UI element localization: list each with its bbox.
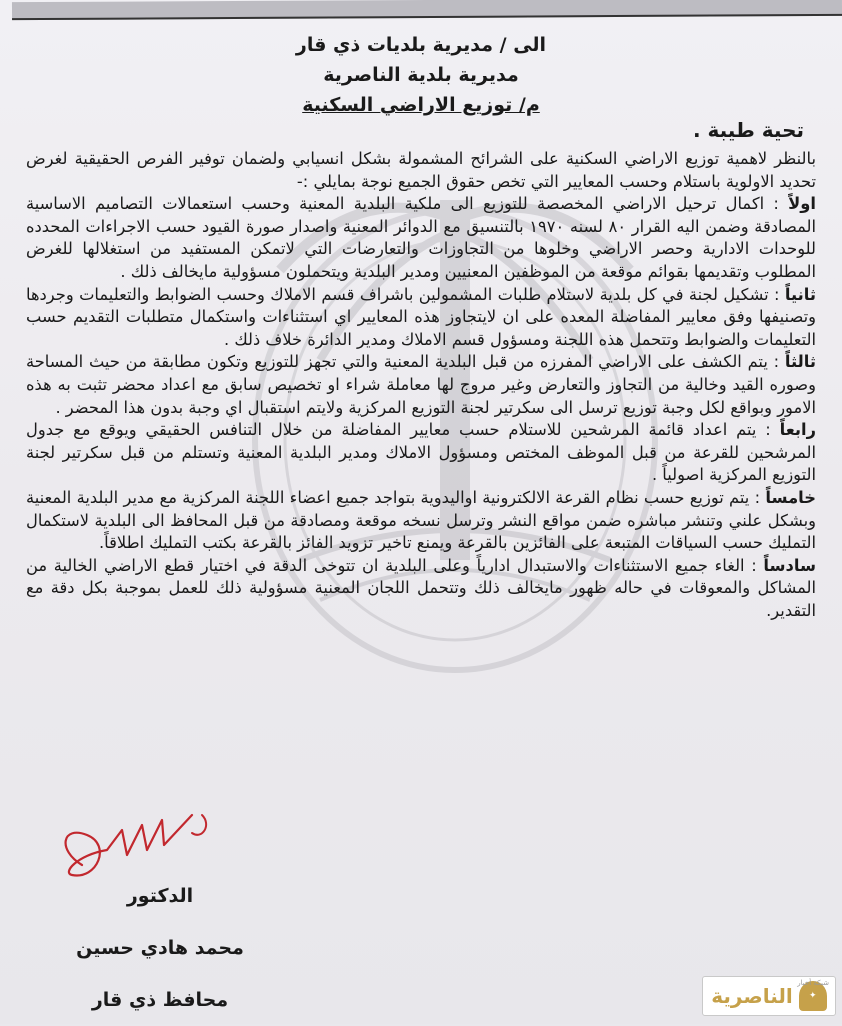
letter-body: [26, 148, 816, 622]
item-text: : تشكيل لجنة في كل بلدية لاستلام طلبات المشمولين باشراف قسم الاملاك وحسب الضوابط والتعليمات وجردها وتصنيفها وفق معايير المفاضلة المعده على ان لايتجاوز هذه المعايير اي استثناءات واستكمال متطلبات التقديم حسب التعليمات والضوابط وتتحمل هذه اللجنة ومسؤول قسم الاملاك ومدير الدائرة خلاف ذلك .: [26, 284, 816, 349]
department-line: مديرية بلدية الناصرية: [323, 64, 519, 86]
list-item: [26, 284, 816, 352]
paper-top-edge: [12, 0, 842, 20]
signer-position: محافظ ذي قار: [91, 989, 229, 1011]
subject-line: م/ توزيع الاراضي السكنية: [302, 94, 540, 116]
item-text: : يتم الكشف على الاراضي المفرزه من قبل البلدية المعنية والتي تجهز للتوزيع وتكون مطابقة من حيث المساحة وصوره القيد وخالية من التجاوز والتعارض وغير مروج لها معاملة شراء او تخصيص سابق مع اعداد محضر تثبت به هذه الامور وبواقع لكل وجبة توزيع ترسل الى سكرتير لجنة التوزيع المركزية ولايتم استقبال اي وجبة بدون هذا المحضر .: [26, 352, 816, 417]
signer-title: الدكتور: [126, 885, 194, 907]
item-label: ثانياً: [784, 284, 816, 304]
list-item: [26, 487, 816, 555]
item-label: رابعاً: [779, 420, 816, 440]
logo-text: الناصرية: [711, 984, 793, 1008]
list-item: [26, 555, 816, 623]
news-logo: [702, 976, 836, 1016]
intro-paragraph: بالنظر لاهمية توزيع الاراضي السكنية على الشرائح المشمولة بشكل انسيابي ولضمان توفير الفرص الحقيقية لغرض تحديد الاولوية باستلام وحسب المعايير التي تخص حقوق الجميع نوجة بمايلي :-: [26, 149, 816, 191]
signer-block: [60, 870, 260, 1026]
recipient-line: الى / مديرية بلديات ذي قار: [295, 34, 547, 56]
list-item: [26, 193, 816, 283]
list-item: [26, 419, 816, 487]
greeting: تحية طيبة .: [692, 118, 804, 142]
item-label: خامساً: [765, 487, 816, 507]
item-text: : يتم توزيع حسب نظام القرعة الالكترونية اواليدوية بتواجد جميع اعضاء اللجنة المركزية مع مدير البلدية المعنية وبشكل علني وتنشر مباشره ضمن مواقع النشر وترسل نسخه موقعة ومصادقة من قبل المحافظ الى البلدية لاستكمال التمليك حسب السياقات المتبعة على الفائزين بالقرعة ويمنع تاخير تزويد الفائز بالقرعة بكتب التمليك اطلاقاً.: [26, 487, 816, 553]
item-label: اولاً: [788, 194, 816, 214]
letter-header: [0, 30, 842, 120]
item-text: : الغاء جميع الاستثناءات والاستبدال ادارياً وعلى البلدية ان تتوخى الدقة في اختيار قطع الاراضي الخالية من المشاكل والمعوقات في حاله ظهور مايخالف ذلك وتتحمل اللجان المعنية مسؤولية ذلك للعمل بموجبة بكل دقة مع التقدير.: [26, 555, 816, 620]
item-label: ثالثاً: [784, 352, 817, 372]
item-label: سادساً: [763, 555, 816, 575]
palm-logo-icon: ✦: [799, 981, 827, 1011]
item-text: : يتم اعداد قائمة المرشحين للاستلام حسب معايير المفاضلة من خلال التنافس الحقيقي ويوقع مع جدول المرشحين للقرعة من قبل الموظف المختص ومسؤول الاملاك ومدير البلدية المعنية وتستلم من قبل سكرتير لجنة التوزيع المركزية اصولياً .: [26, 420, 816, 485]
list-item: [26, 351, 816, 419]
logo-subtext: شبكة أخبار: [797, 979, 829, 987]
item-text: : اكمال ترحيل الاراضي المخصصة للتوزيع الى ملكية البلدية المعنية وحسب استعمالات التصاميم الاساسية المصادقة وضمن اليه القرار ٨٠ لسنه ١٩٧٠ بالتنسيق مع الدوائر المعنية واصدار صورة القيود حسب الاجراءات المحدده للوحدات الادارية وحصر الاراضي وخلوها من التجاوزات والتعارضات التي لاتمكن المستفيد من استغلالها للغرض المطلوب وتقديمها بقوائم موقعة من الموظفين المعنيين ومدير البلدية ويتحملون مسؤولية مايخالف ذلك .: [26, 194, 817, 281]
signer-name: محمد هادي حسين: [76, 937, 244, 959]
